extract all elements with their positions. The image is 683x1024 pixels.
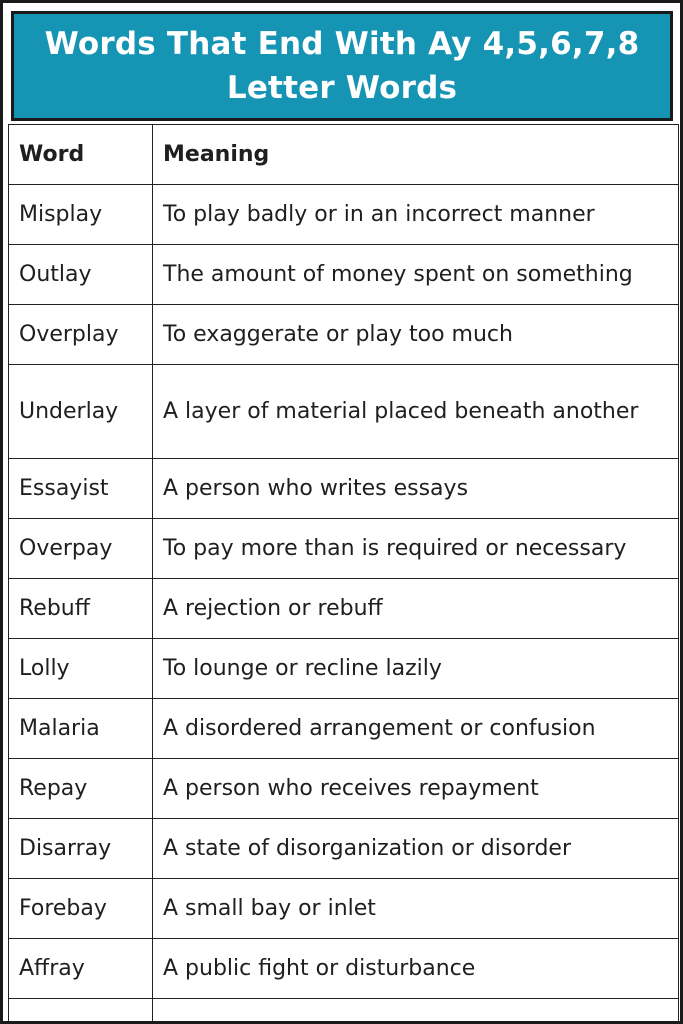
table-row: [9, 759, 679, 819]
table-row: [9, 459, 679, 519]
word-cell: Rebuff: [9, 579, 153, 639]
table-row: [9, 939, 679, 999]
word-cell: Forebay: [9, 879, 153, 939]
word-cell: Lolly: [9, 639, 153, 699]
word-cell-empty: [9, 999, 153, 1024]
meaning-cell: To pay more than is required or necessary: [153, 519, 679, 579]
word-cell: Overpay: [9, 519, 153, 579]
title-line-1: Words That End With Ay 4,5,6,7,8: [44, 26, 640, 62]
table-row: [9, 185, 679, 245]
table-row: [9, 699, 679, 759]
word-cell: Misplay: [9, 185, 153, 245]
meaning-cell: A small bay or inlet: [153, 879, 679, 939]
word-cell: Affray: [9, 939, 153, 999]
meaning-cell: A rejection or rebuff: [153, 579, 679, 639]
meaning-cell: A public fight or disturbance: [153, 939, 679, 999]
meaning-cell: To lounge or recline lazily: [153, 639, 679, 699]
title-banner: [11, 11, 673, 121]
table-row: [9, 579, 679, 639]
meaning-cell: A state of disorganization or disorder: [153, 819, 679, 879]
table-row: [9, 245, 679, 305]
meaning-cell-empty: [153, 999, 679, 1024]
table-row: [9, 519, 679, 579]
word-cell: Malaria: [9, 699, 153, 759]
title-line-2: Letter Words: [226, 70, 458, 106]
word-cell: Disarray: [9, 819, 153, 879]
word-table: [8, 124, 679, 1024]
word-cell: Repay: [9, 759, 153, 819]
word-cell: Outlay: [9, 245, 153, 305]
word-cell: Overplay: [9, 305, 153, 365]
table-row: [9, 639, 679, 699]
word-cell: Underlay: [9, 365, 153, 459]
meaning-cell: A person who receives repayment: [153, 759, 679, 819]
table-row: [9, 819, 679, 879]
meaning-cell: The amount of money spent on something: [153, 245, 679, 305]
table-row: [9, 879, 679, 939]
meaning-cell: To play badly or in an incorrect manner: [153, 185, 679, 245]
meaning-cell: To exaggerate or play too much: [153, 305, 679, 365]
table-header-row: [9, 125, 679, 185]
table-row: [9, 305, 679, 365]
meaning-cell: A layer of material placed beneath another: [153, 365, 679, 459]
meaning-cell: A person who writes essays: [153, 459, 679, 519]
column-header-word: Word: [9, 125, 153, 185]
word-cell: Essayist: [9, 459, 153, 519]
meaning-cell: A disordered arrangement or confusion: [153, 699, 679, 759]
column-header-meaning: Meaning: [153, 125, 679, 185]
table-row-cut-off: [9, 999, 679, 1024]
table-row: [9, 365, 679, 459]
